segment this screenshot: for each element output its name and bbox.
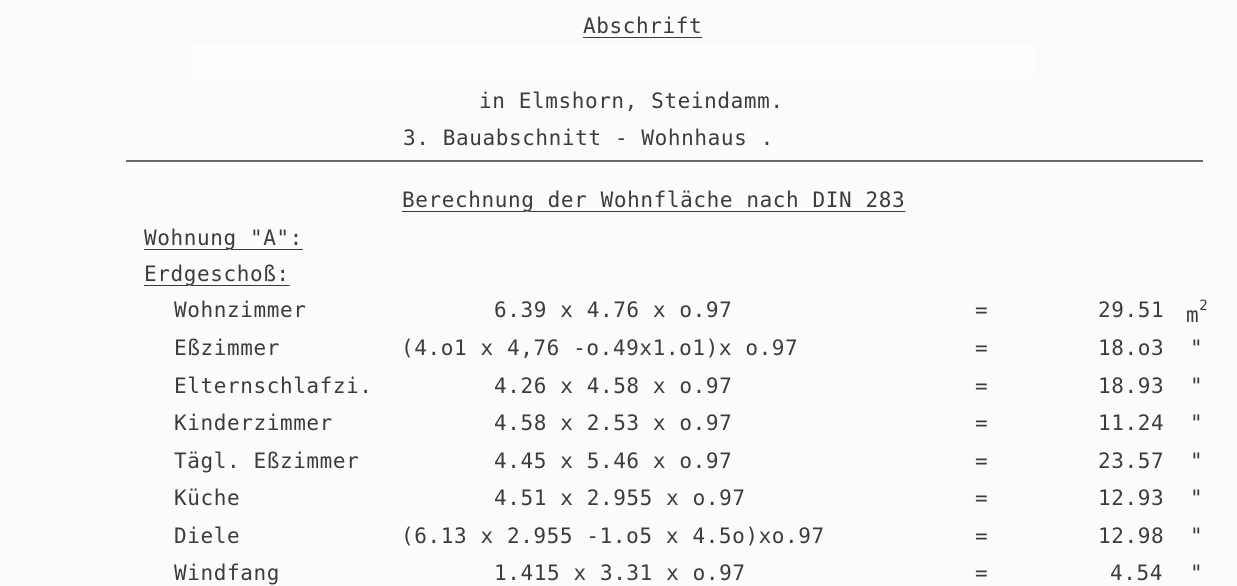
address-line: in Elmshorn, Steindamm.	[479, 89, 784, 113]
area-formula: 4.45 x 5.46 x o.97	[494, 449, 733, 473]
area-value: 18.93	[1098, 374, 1165, 398]
room-name: Kinderzimmer	[174, 411, 333, 435]
ditto-mark: "	[1190, 336, 1204, 360]
room-name: Windfang	[174, 561, 280, 585]
equals-sign: =	[975, 486, 989, 510]
room-name: Wohnzimmer	[174, 298, 307, 322]
area-formula: 4.58 x 2.53 x o.97	[494, 411, 733, 435]
area-formula: 4.51 x 2.955 x o.97	[494, 486, 746, 510]
document-heading: Abschrift	[583, 14, 703, 38]
equals-sign: =	[975, 411, 989, 435]
area-value: 12.98	[1098, 524, 1165, 548]
area-formula: (4.o1 x 4,76 -o.49x1.o1)x o.97	[401, 336, 799, 360]
area-value: 18.o3	[1098, 336, 1165, 360]
room-name: Tägl. Eßzimmer	[174, 449, 360, 473]
section-line: 3. Bauabschnitt - Wohnhaus .	[403, 126, 774, 150]
unit-exponent: 2	[1199, 298, 1209, 314]
area-value: 11.24	[1098, 411, 1165, 435]
faded-band	[190, 44, 1035, 78]
ditto-mark: "	[1190, 411, 1204, 435]
area-formula: 6.39 x 4.76 x o.97	[494, 298, 733, 322]
area-formula: (6.13 x 2.955 -1.o5 x 4.5o)xo.97	[401, 524, 825, 548]
equals-sign: =	[975, 561, 989, 585]
divider-rule	[126, 160, 1203, 162]
area-formula: 4.26 x 4.58 x o.97	[494, 374, 733, 398]
unit-letter: m	[1186, 303, 1200, 327]
ditto-mark: "	[1190, 449, 1204, 473]
room-name: Diele	[174, 524, 241, 548]
room-name: Elternschlafzi.	[174, 374, 373, 398]
area-formula: 1.415 x 3.31 x o.97	[494, 561, 746, 585]
room-name: Eßzimmer	[174, 336, 280, 360]
equals-sign: =	[975, 449, 989, 473]
floor-label: Erdgeschoß:	[144, 262, 290, 286]
area-value: 4.54	[1110, 561, 1163, 585]
ditto-mark: "	[1190, 374, 1204, 398]
equals-sign: =	[975, 374, 989, 398]
room-name: Küche	[174, 486, 241, 510]
equals-sign: =	[975, 298, 989, 322]
area-value: 12.93	[1098, 486, 1165, 510]
square-meter-unit	[1186, 297, 1208, 328]
area-value: 29.51	[1098, 298, 1165, 322]
equals-sign: =	[975, 524, 989, 548]
unit-label: Wohnung "A":	[144, 226, 303, 250]
ditto-mark: "	[1190, 486, 1204, 510]
equals-sign: =	[975, 336, 989, 360]
ditto-mark: "	[1190, 524, 1204, 548]
area-value: 23.57	[1098, 449, 1165, 473]
calculation-title: Berechnung der Wohnfläche nach DIN 283	[402, 188, 906, 212]
ditto-mark: "	[1190, 561, 1204, 585]
